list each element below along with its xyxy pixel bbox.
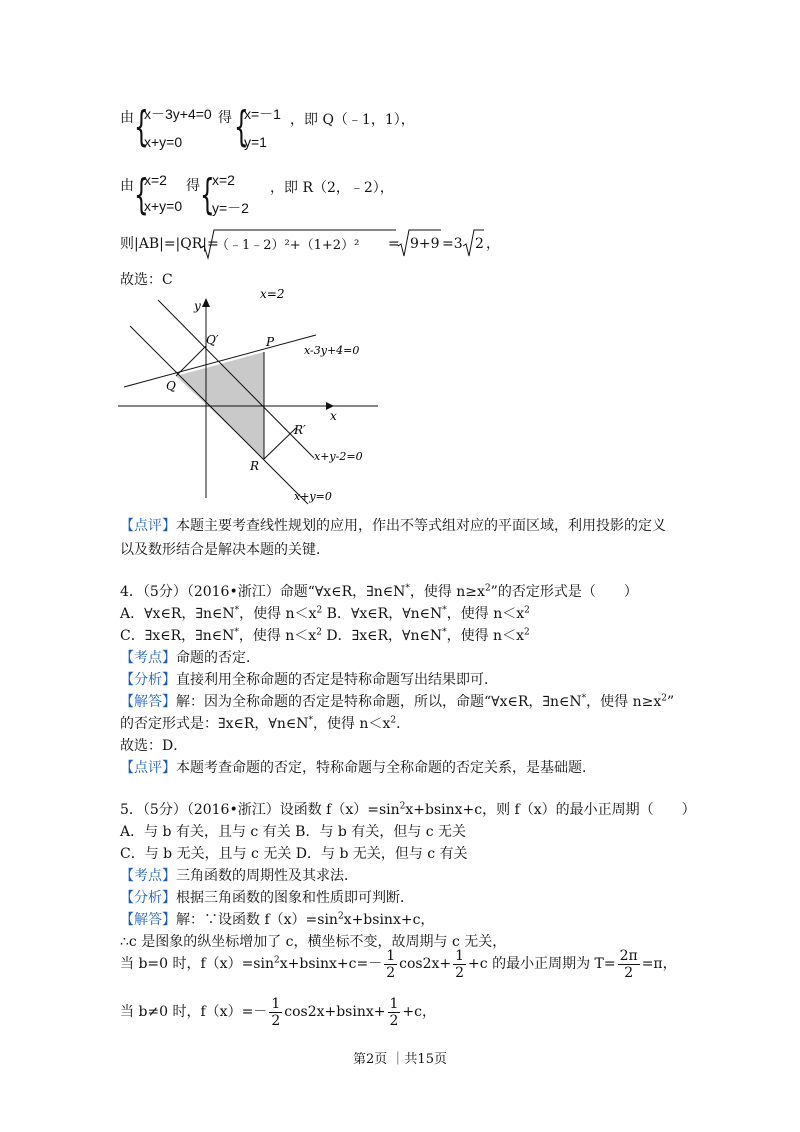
eq-3: =3 bbox=[442, 236, 463, 252]
label-p: P bbox=[266, 335, 275, 349]
sys2-res-b: y=－2 bbox=[212, 200, 249, 216]
line-x+y bbox=[130, 326, 308, 504]
q4-kaodian: 【考点】命题的否定． bbox=[120, 650, 260, 666]
result-r: ，即 R（2，﹣2）， bbox=[270, 180, 394, 196]
sys1-eq-b: x+y=0 bbox=[144, 134, 183, 150]
label-line1: x-3y+4=0 bbox=[304, 344, 360, 357]
left-brace-3: { bbox=[134, 170, 149, 219]
label-r: R bbox=[250, 459, 260, 473]
q4-dianping: 【点评】本题考查命题的否定，特称命题与全称命题的否定关系，是基础题． bbox=[120, 760, 596, 776]
system-line-1: 由 bbox=[120, 110, 134, 126]
sys2-eq-b: x+y=0 bbox=[144, 198, 183, 214]
q4-jieda-1: 【解答】解：因为全称命题的否定是特称命题，所以，命题“∀x∈R，∃n∈N*，使得 $n\ge x^2$” bbox=[120, 693, 675, 710]
sqrt-radicand-2: 9+9 bbox=[410, 236, 440, 252]
sys2-res-a: x=2 bbox=[212, 172, 235, 188]
sqrt-radicand-1: （﹣1﹣2）²+（1+2）² bbox=[216, 238, 360, 253]
linear-programming-figure bbox=[118, 286, 378, 508]
q4-options-ab: A．∀x∈R，∃n∈N*，使得 $n<x^2$ B．∀x∈R，∀n∈N*，使得 $n<x^2$ bbox=[120, 605, 530, 622]
label-line3: x+y=0 bbox=[294, 490, 332, 503]
label-line2: x+y-2=0 bbox=[314, 450, 363, 463]
q4-stem: 4．（5分）（2016•浙江）命题“∀x∈R，∃n∈N*，使得 $n\ge x^2$”的否定形式是（ ） bbox=[120, 583, 638, 600]
sys1-res-b: y=1 bbox=[244, 134, 267, 150]
q4-jieda-2: 的否定形式是：∃x∈R，∀n∈N*，使得 $n<x^2$． bbox=[120, 715, 411, 732]
answer-c: 故选：C bbox=[120, 272, 173, 288]
result-q: ，即 Q（﹣1，1）， bbox=[290, 112, 415, 128]
label-q: Q bbox=[166, 379, 176, 393]
sqrt-radicand-3: 2 bbox=[475, 236, 484, 252]
sys2-eq-a: x=2 bbox=[144, 172, 167, 188]
frac-half-3: $\frac{1}{2}$ bbox=[271, 995, 281, 1029]
label-q-prime: Q′ bbox=[206, 333, 219, 347]
frac-half-1: $\frac{1}{2}$ bbox=[386, 947, 396, 981]
de-1: 得 bbox=[218, 110, 232, 126]
eq-2: = bbox=[388, 236, 400, 252]
sys1-eq-a: x－3y+4=0 bbox=[144, 106, 212, 122]
y-axis-arrow bbox=[202, 298, 210, 307]
frac-two-pi: $\frac{2\pi}{2}$ bbox=[619, 947, 638, 981]
label-r-prime: R′ bbox=[294, 423, 306, 437]
q5-options-ab: A．与 b 有关，且与 c 有关 B．与 b 有关，但与 c 无关 bbox=[120, 824, 467, 840]
q5-fenxi: 【分析】根据三角函数的图象和性质即可判断． bbox=[120, 890, 414, 906]
page-footer: 第2页 ｜共15页 bbox=[353, 1052, 447, 1067]
de-2: 得 bbox=[186, 178, 200, 194]
q4-answer: 故选：D． bbox=[120, 738, 188, 754]
q5-case-b0: 当 b=0 时，$f(x)=\sin^2x+bsinx+c=-$ $\frac{1}{2}$ cos2x+ $\frac{1}{2}$ +c 的最小正周期为 T= $\frac{2\pi}{2}$ =π， bbox=[120, 947, 677, 981]
left-brace-2: { bbox=[234, 102, 249, 151]
q4-options-cd: C．∃x∈R，∃n∈N*，使得 $n<x^2$ D．∃x∈R，∀n∈N*，使得 $n<x^2$ bbox=[120, 627, 530, 644]
q5-options-cd: C．与 b 无关，且与 c 无关 D．与 b 无关，但与 c 有关 bbox=[120, 846, 468, 862]
frac-half-4: $\frac{1}{2}$ bbox=[389, 995, 399, 1029]
q5-case-bn: 当 b≠0 时，f（x）=－ $\frac{1}{2}$ cos2x+bsinx+ $\frac{1}{2}$ +c， bbox=[120, 995, 436, 1029]
left-brace-4: { bbox=[200, 170, 215, 219]
label-x2: x=2 bbox=[260, 287, 285, 301]
distance-line: 则|AB|=|QR|= bbox=[120, 236, 219, 252]
system-line-2: 由 bbox=[120, 178, 134, 194]
q5-kaodian: 【考点】三角函数的周期性及其求法． bbox=[120, 868, 358, 884]
label-y: y bbox=[194, 299, 201, 313]
left-brace-1: { bbox=[134, 102, 149, 151]
frac-half-2: $\frac{1}{2}$ bbox=[455, 947, 465, 981]
q4-fenxi: 【分析】直接利用全称命题的否定是特称命题写出结果即可． bbox=[120, 672, 498, 688]
label-x: x bbox=[330, 409, 337, 423]
q5-jieda-2: ∴c 是图象的纵坐标增加了 c，横坐标不变，故周期与 c 无关， bbox=[120, 934, 507, 950]
comment-line-2: 以及数形结合是解决本题的关键． bbox=[120, 542, 330, 558]
comma-end: ， bbox=[486, 236, 500, 252]
q5-stem: 5．（5分）（2016•浙江）设函数 $f(x)=\sin^2x+bsinx+c$，则 f（x）的最小正周期（ ） bbox=[120, 801, 696, 818]
comment-line-1: 【点评】本题主要考查线性规划的应用，作出不等式组对应的平面区域，利用投影的定义 bbox=[120, 518, 666, 534]
sys1-res-a: x=－1 bbox=[244, 106, 281, 122]
q5-jieda-1: 【解答】解：∵设函数 $f(x)=\sin^2x+bsinx+c$， bbox=[120, 911, 435, 928]
projection-r bbox=[264, 428, 296, 459]
